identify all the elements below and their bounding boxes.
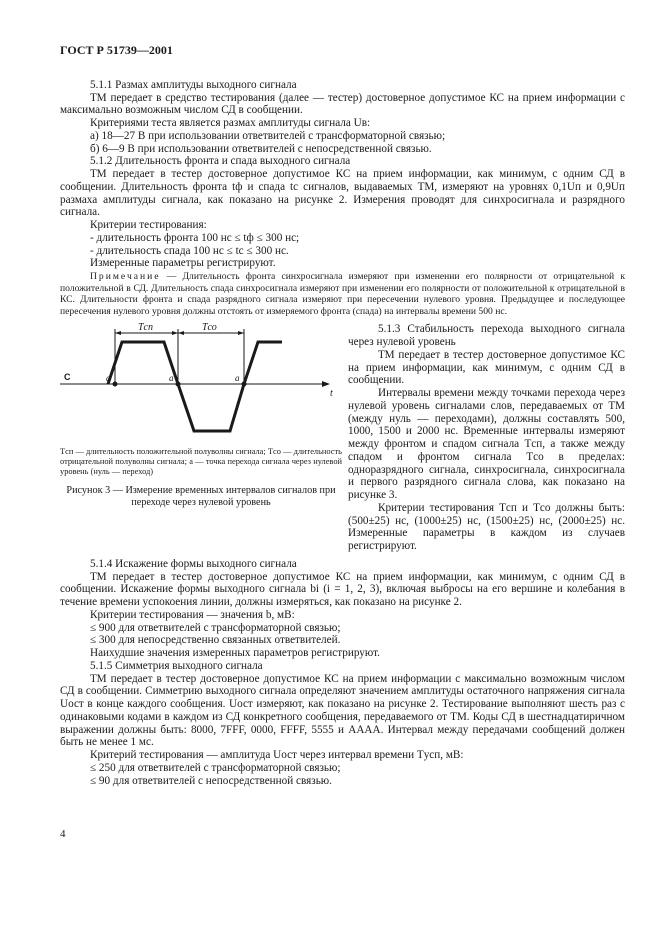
figure-3 bbox=[60, 323, 342, 553]
page-number: 4 bbox=[60, 828, 66, 840]
zero-cross-point-3 bbox=[242, 382, 247, 387]
section-5-1-1-text: ТМ передает в средство тестирования (далее — тестер) достоверное допустимое КС на прием информации с максимально возможным числом СД в сообщении. bbox=[60, 91, 625, 117]
section-5-1-2-heading: 5.1.2 Длительность фронта и спада выходного сигнала bbox=[90, 155, 351, 168]
section-5-1-1-heading: 5.1.1 Размах амплитуды выходного сигнала bbox=[90, 78, 297, 91]
section-5-1-1-item-a: а) 18—27 В при использовании ответвителей с трансформаторной связью; bbox=[90, 129, 446, 142]
note-label: Примечание bbox=[90, 271, 161, 282]
section-5-1-4-text: ТМ передает в тестер достоверное допустимое КС на прием информации, как минимум, с одним СД в сообщении. Искажение формы выходного сигнала bi (i = 1, 2, 3), включая выбросы на его вершине и колебания в течение времени успокоения линии, должны измеряться, как показано на рисунке 2. bbox=[60, 570, 625, 609]
section-5-1-5-text: ТМ передает в тестер достоверное допустимое КС на прием информации с максимально возможным числом СД в сообщении. Симметрию выходного сигнала определяют значением амплитуды остаточного напряжения сигнала Uост в конце каждого сообщения. Uост измеряют, как показано на рисунке 2. Тестирование выполняют шесть раз с одинаковыми кодами в каждом из СД конкретного сообщения, передаваемого от ТМ. Коды СД в шестнадцатиричном выражении должны быть: 8000, 7FFF, 0000, FFFF, 5555 и АААА. Интервал между передачами сообщений должен быть не менее 1 мс. bbox=[60, 672, 625, 749]
section-5-1-5-criterion-2: ≤ 90 для ответвителей с непосредственной связью. bbox=[90, 774, 332, 787]
section-5-1-5-criteria: Критерий тестирования — амплитуда Uост через интервал времени Tусп, мВ: bbox=[90, 749, 464, 762]
zero-cross-point-1 bbox=[113, 382, 118, 387]
section-5-1-3-text-3: Критерии тестирования Tсп и Tсо должны быть: (500±25) нс, (1000±25) нс, (1500±25) нс, (2000±25) нс. Измеренные параметры в каждом из случаев регистрируют. bbox=[348, 501, 625, 553]
document-header: ГОСТ Р 51739—2001 bbox=[60, 43, 173, 57]
label-a-3: а bbox=[235, 373, 240, 384]
label-a-2: а bbox=[169, 373, 174, 384]
waveform-diagram bbox=[60, 323, 342, 441]
page-body bbox=[60, 44, 625, 787]
section-5-1-3-text-2: Интервалы времени между точками перехода через нулевой уровень сигналами слов, передаваемых от ТМ (между нуль — переходами), должны составлять 500, 1000, 1500 и 2000 нс. Временные интервалы измеряют между фронтом и спадом сигнала Tсп, а также между спадом и фронтом сигнала Tсо в пределах: одноразрядного сигнала, синхросигнала, синхросигнала и первого разрядного сигнала слова, как показано на рисунке 3. bbox=[348, 387, 625, 502]
right-column bbox=[348, 323, 625, 553]
section-5-1-1-criteria: Критериями теста является размах амплитуды сигнала Uв: bbox=[90, 117, 371, 129]
section-5-1-2-criterion-2: - длительность спада 100 нс ≤ tс ≤ 300 нс. bbox=[90, 244, 289, 257]
section-5-1-4-heading: 5.1.4 Искажение формы выходного сигнала bbox=[90, 557, 297, 570]
section-5-1-2-criterion-1: - длительность фронта 100 нс ≤ tф ≤ 300 нс; bbox=[90, 231, 300, 244]
section-5-1-2-text: ТМ передает в тестер достоверное допустимое КС на прием информации, как минимум, с одним СД в сообщении. Длительность фронта tф и спада tс сигналов, выдаваемых ТМ, измеряют на уровнях 0,1Uп и 0,9Uп размаха амплитуды сигнала, как показано на рисунке 2. Измерения проводят для синхросигнала и разрядного сигнала. bbox=[60, 168, 625, 219]
section-5-1-4-criterion-1: ≤ 900 для ответвителей с трансформаторной связью; bbox=[90, 621, 341, 634]
section-5-1-5-heading: 5.1.5 Симметрия выходного сигнала bbox=[90, 659, 263, 672]
label-c: С bbox=[64, 372, 71, 383]
figure-legend: Tсп — длительность положительной полуволны сигнала; Tсо — длительность отрицательной полуволны сигнала; а — точка перехода сигнала через нулевой уровень (нуль — переход) bbox=[60, 447, 342, 477]
label-a-1: а bbox=[106, 373, 111, 384]
section-5-1-3-text-1: ТМ передает в тестер достоверное допустимое КС на прием информации, как минимум, с одним СД в сообщении. bbox=[348, 348, 625, 387]
note-text: — Длительность фронта синхросигнала измеряют при изменении его полярности от отрицательной к положительной в СД. Длительность спада синхросигнала измеряют при изменении его полярности от положительной к отрицательной в КС. Длительности фронта и спада разрядного сигнала измеряют при пересечении нулевого уровня. Предыдущее и последующее пересечения нулевого уровня должны отстоять от измеряемого фронта (спада) на интервалы времени 500 нс. bbox=[60, 271, 625, 317]
section-5-1-2-registration: Измеренные параметры регистрируют. bbox=[90, 257, 276, 270]
section-5-1-4-criteria: Критерии тестирования — значения b, мВ: bbox=[90, 608, 295, 621]
section-5-1-4-registration: Наихудшие значения измеренных параметров регистрируют. bbox=[90, 647, 380, 660]
axis-arrow bbox=[322, 381, 330, 387]
section-5-1-1-item-b: б) 6—9 В при использовании ответвителей с непосредственной связью. bbox=[90, 142, 432, 155]
zero-cross-point-2 bbox=[176, 382, 181, 387]
signal-waveform bbox=[108, 342, 282, 431]
label-tsp: Tсп bbox=[138, 323, 153, 334]
section-5-1-5-criterion-1: ≤ 250 для ответвителей с трансформаторной связью; bbox=[90, 761, 341, 774]
label-tso: Tсо bbox=[202, 323, 217, 334]
section-5-1-4-criterion-2: ≤ 300 для непосредственно связанных ответвителей. bbox=[90, 634, 341, 647]
figure-caption: Рисунок 3 — Измерение временных интервалов сигналов при переходе через нулевой уровень bbox=[66, 485, 336, 509]
figure-row bbox=[60, 323, 625, 553]
section-5-1-2-criteria-label: Критерии тестирования: bbox=[90, 219, 207, 231]
label-t: t bbox=[330, 388, 333, 400]
section-5-1-3-heading: 5.1.3 Стабильность перехода выходного сигнала через нулевой уровень bbox=[348, 323, 625, 349]
note bbox=[60, 271, 625, 317]
